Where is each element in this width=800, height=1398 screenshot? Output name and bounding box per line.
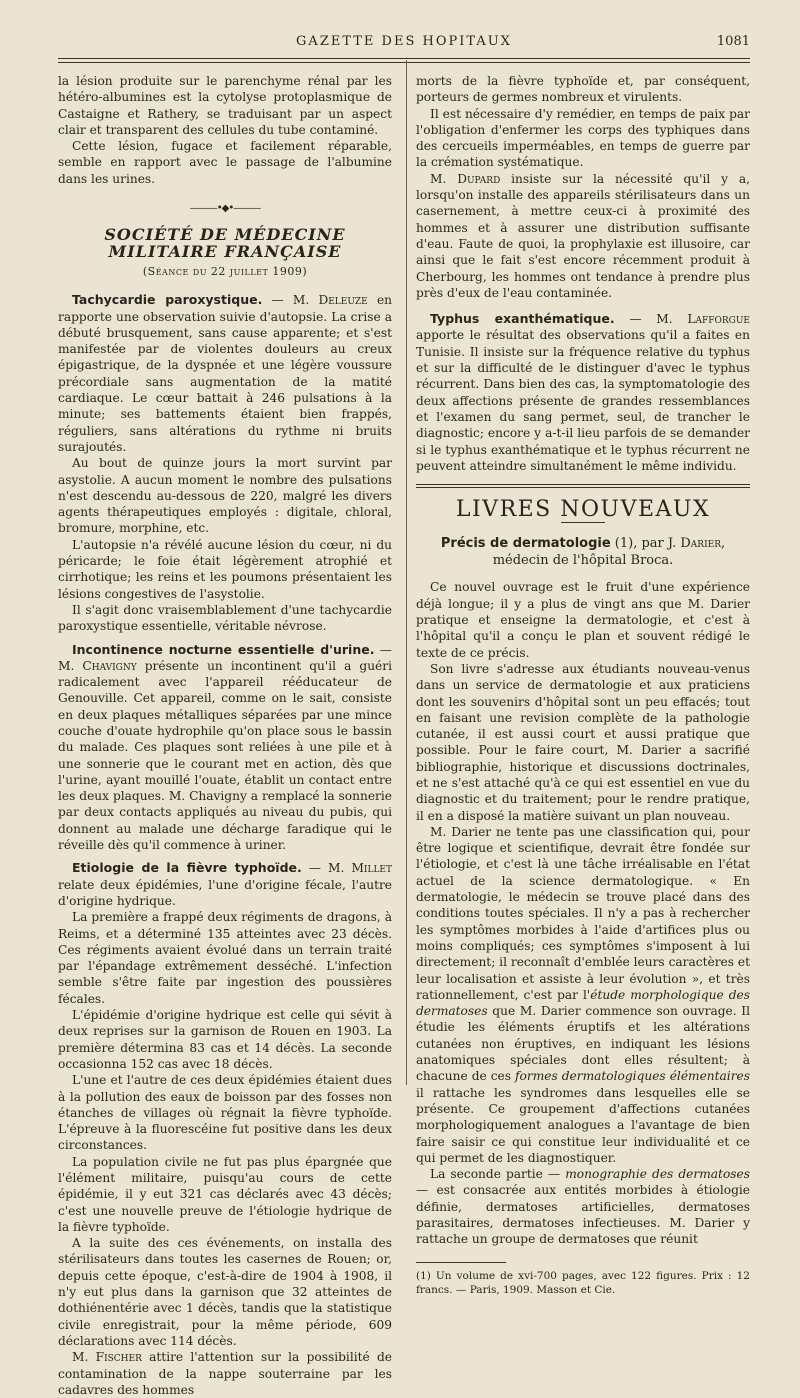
left-column (58, 73, 392, 1398)
paragraph: L'épidémie d'origine hydrique est celle qui sévit à deux reprises sur la garnison de Rouen en 1903. La première détermina 83 cas et 14 décès. La seconde occasionna 152 cas avec 18 décès. (58, 1008, 392, 1071)
paragraph: Ce nouvel ouvrage est le fruit d'une expérience déjà longue; il y a plus de vingt ans que M. Darier pratique et enseigne la dermatologie, et c'est à l'hôpital qu'il a conçu le plan et souvent rédigé le texte de ce précis. (416, 580, 750, 660)
article-headline: Tachycardie paroxystique. (72, 292, 263, 308)
article-tachycardie: Tachycardie paroxystique. — M. Deleuze en rapporte une observation suivie d'autopsie. La crise a débuté brusquement, sans cause apparente; et s'est manifestée par de violentes douleurs au creux épigastrique, de la dyspnée et une légère voussure précordiale sans augmentation de la matité cardiaque. Le cœur battait à 246 pulsations à la minute; ses battements étaient bien frappés, réguliers, sans altérations du rythme ni bruits surajoutés. (58, 292, 393, 454)
section-ornament: ———•◆•——— (189, 203, 261, 215)
article-headline: Typhus exanthématique. (430, 311, 615, 327)
title-rule (561, 522, 605, 523)
paragraph: M. Darier ne tente pas une classification qui, pour être logique et scientifique, devrait être fondée sur l'étiologie, et c'est là une tâche irréalisable en l'état actuel de la science dermatologique. « En dermatologie, le médecin se trouve placé dans des conditions toutes spéciales. Il n'y a pas à rechercher les symptômes morbides à l'aide d'artifices plus ou moins compliqués; ces symptômes s'imposent à lui directement; il reconnaît d'emblée leurs caractères et leur localisation et assiste à leur évolution », et très rationnellement, c'est par l'étude morphologique des dermatoses que M. Darier commence son ouvrage. Il étudie les éléments éruptifs et les altérations cutanées non éruptives, en indiquant les lésions anatomiques spéciales dont elles résultent; à chacune de ces formes dermatologiques élémentaires il rattache les syndromes dans lesquelles elle se présente. Ce groupement d'affections cutanées morphologiquement analogues a l'avantage de bien faire saisir ce qui constitue leur individualité et ce qui permet de les diagnostiquer. (416, 824, 750, 1165)
column-divider (406, 60, 407, 1085)
section-title: SOCIÉTÉ DE MÉDECINE MILITAIRE FRANÇAISE (104, 225, 346, 261)
book-title: Précis de dermatologie (440, 536, 611, 552)
paragraph: Son livre s'adresse aux étudiants nouveau-venus dans un service de dermatologie et aux praticiens dont les souvenirs d'hôpital sont un peu effacés; tout en faisant une revision complète de la pathologie cutanée, il est aussi court et aussi pratique que possible. Pour le faire court, M. Darier a sacrifié bibliographie, historique et discussions doctrinales, et ne s'est attaché qu'à ce qui est essentiel en vue du diagnostic et du traitement; pour le rendre pratique, il en a disposé la matière suivant un plan nouveau. (416, 661, 750, 823)
author-name: Fischer (95, 1350, 142, 1365)
book-heading: Précis de dermatologie (1), par J. Darier, médecin de l'hôpital Broca. (440, 536, 726, 569)
article-incontinence: Incontinence nocturne essentielle d'urine. — M. Chavigny présente un incontinent qu'il a guéri radicalement avec l'appareil rééducateur de Genouville. Cet appareil, comme on le sait, consiste en deux plaques métalliques séparées par une mince couche d'ouate hydrophile qu'on place sous le bassin du malade. Ces plaques sont reliées à une pile et à une sonnerie que le courant met en action, dès que l'urine, ayant mouillé l'ouate, établit un contact entre les deux plaques. M. Chavigny a remplacé la sonnerie par deux contacts appliqués au niveau du pubis, qui donnent au malade une décharge faradique qui le réveille dès qu'il commence à uriner. (58, 641, 392, 853)
footnote: (1) Un volume de xvi-700 pages, avec 122 figures. Prix : 12 francs. — Paris, 1909. Masson et Cie. (416, 1269, 750, 1296)
paragraph: A la suite des ces événements, on installa des stérilisateurs dans toutes les casernes de Rouen; or, depuis cette époque, c'est-à-dire de 1904 à 1908, il n'y eut plus dans la garnison que 32 atteintes de dothiénentérie avec 1 décès, tandis que la statistique civile enregistrait, pour la même période, 609 déclarations avec 114 décès. (58, 1236, 392, 1348)
author-name: Chavigny (82, 658, 137, 673)
paragraph: La seconde partie — monographie des dermatoses — est consacrée aux entités morbides à étiologie définie, dermatoses artificielles, dermatoses parasitaires, dermatoses infectieuses. M. Darier y rattache un groupe de dermatoses que réunit (416, 1167, 750, 1247)
page-header (58, 34, 750, 52)
article-typhus: Typhus exanthématique. — M. Lafforgue apporte le résultat des observations qu'il a faites en Tunisie. Il insiste sur la fréquence relative du typhus et sur la difficulté de le distinguer d'avec le typhus récurrent. Dans bien des cas, la symptomatologie des deux affections présente de grandes ressemblances et l'examen du sang permet, seul, de trancher le diagnostic; encore y a-t-il lieu parfois de se demander si le typhus exanthématique et le typhus récurrent ne peuvent atteindre simultanément le même individu. (416, 311, 750, 473)
header-rule-2 (58, 62, 750, 63)
author-name: Millet (351, 861, 392, 876)
paragraph: Il s'agit donc vraisemblablement d'une tachycardie paroxystique essentielle, véritable névrose. (58, 602, 392, 634)
intro-paragraph: la lésion produite sur le parenchyme rénal par les hétéro-albumines est la cytolyse protoplasmique de Castaigne et Rathery, se traduisant par un aspect clair et transparent des cellules du tube contaminé. (58, 74, 392, 137)
book-author: Darier (680, 536, 721, 552)
article-headline: Etiologie de la fièvre typhoïde. (72, 860, 302, 876)
page-number: 1081 (716, 34, 750, 49)
paragraph: M. Fischer attire l'attention sur la possibilité de contamination de la nappe souterraine par les cadavres des hommes (58, 1350, 392, 1397)
paragraph: L'une et l'autre de ces deux épidémies étaient dues à la pollution des eaux de boisson par des fosses non étanches de villages où régnait la fièvre typhoïde. L'épreuve à la fluorescéine fut positive dans les deux circonstances. (58, 1073, 392, 1153)
paragraph: L'autopsie n'a révélé aucune lésion du cœur, ni du péricarde; le foie était légèrement atrophié et cirrhotique; les reins et les poumons présentaient les lésions congestives de l'asystolie. (58, 537, 392, 601)
books-section-title: LIVRES NOUVEAUX (455, 497, 711, 523)
paragraph: M. Dupard insiste sur la nécessité qu'il y a, lorsqu'on installe des appareils stérilisateurs dans un casernement, à mettre ceux-ci à proximité des hommes et à assurer une distribution suffisante d'eau. Faute de quoi, la prophylaxie est illusoire, car ainsi que le fait s'est encore récemment produit à Cherbourg, les hommes ont tendance à prendre plus près d'eux de l'eau contaminée. (416, 171, 750, 300)
section-rule (416, 484, 750, 488)
article-headline: Incontinence nocturne essentielle d'urine. (72, 641, 375, 657)
author-name: Lafforgue (687, 312, 750, 327)
paragraph: La première a frappé deux régiments de dragons, à Reims, et a déterminé 135 atteintes avec 23 décès. Ces régiments avaient évolué dans un terrain traité par l'épandage extrêmement desséché. L'infection semble s'être faite par ingestion des poussières fécales. (58, 910, 392, 1006)
paragraph: Il est nécessaire d'y remédier, en temps de paix par l'obligation d'enfermer les corps des typhiques dans des cercueils imperméables, en temps de guerre par la crémation systématique. (416, 106, 750, 170)
running-title: GAZETTE DES HOPITAUX (296, 34, 512, 49)
intro-paragraph: Cette lésion, fugace et facilement réparable, semble en rapport avec le passage de l'albumine dans les urines. (58, 139, 392, 186)
footnote-rule (416, 1262, 506, 1263)
paragraph: morts de la fièvre typhoïde et, par conséquent, porteurs de germes nombreux et virulents. (416, 74, 750, 105)
session-date: (Séance du 22 juillet 1909) (142, 264, 308, 278)
header-rule (58, 58, 750, 59)
paragraph: Au bout de quinze jours la mort survint par asystolie. A aucun moment le nombre des pulsations n'est descendu au-dessous de 220, malgré les divers agents thérapeutiques employés : digitale, chloral, bromure, morphine, etc. (58, 456, 392, 536)
right-column (416, 73, 750, 1297)
article-fievre-typhoide: Etiologie de la fièvre typhoïde. — M. Millet relate deux épidémies, l'une d'origine fécale, l'autre d'origine hydrique. (58, 860, 392, 908)
author-name: Dupard (457, 171, 501, 186)
author-name: Deleuze (318, 293, 368, 308)
book-author-role: médecin de l'hôpital Broca. (492, 553, 674, 569)
paragraph: La population civile ne fut pas plus épargnée que l'élément militaire, puisqu'au cours de cette épidémie, il y eut 321 cas déclarés avec 43 décès; c'est une nouvelle preuve de l'étiologie hydrique de la fièvre typhoïde. (58, 1154, 392, 1234)
